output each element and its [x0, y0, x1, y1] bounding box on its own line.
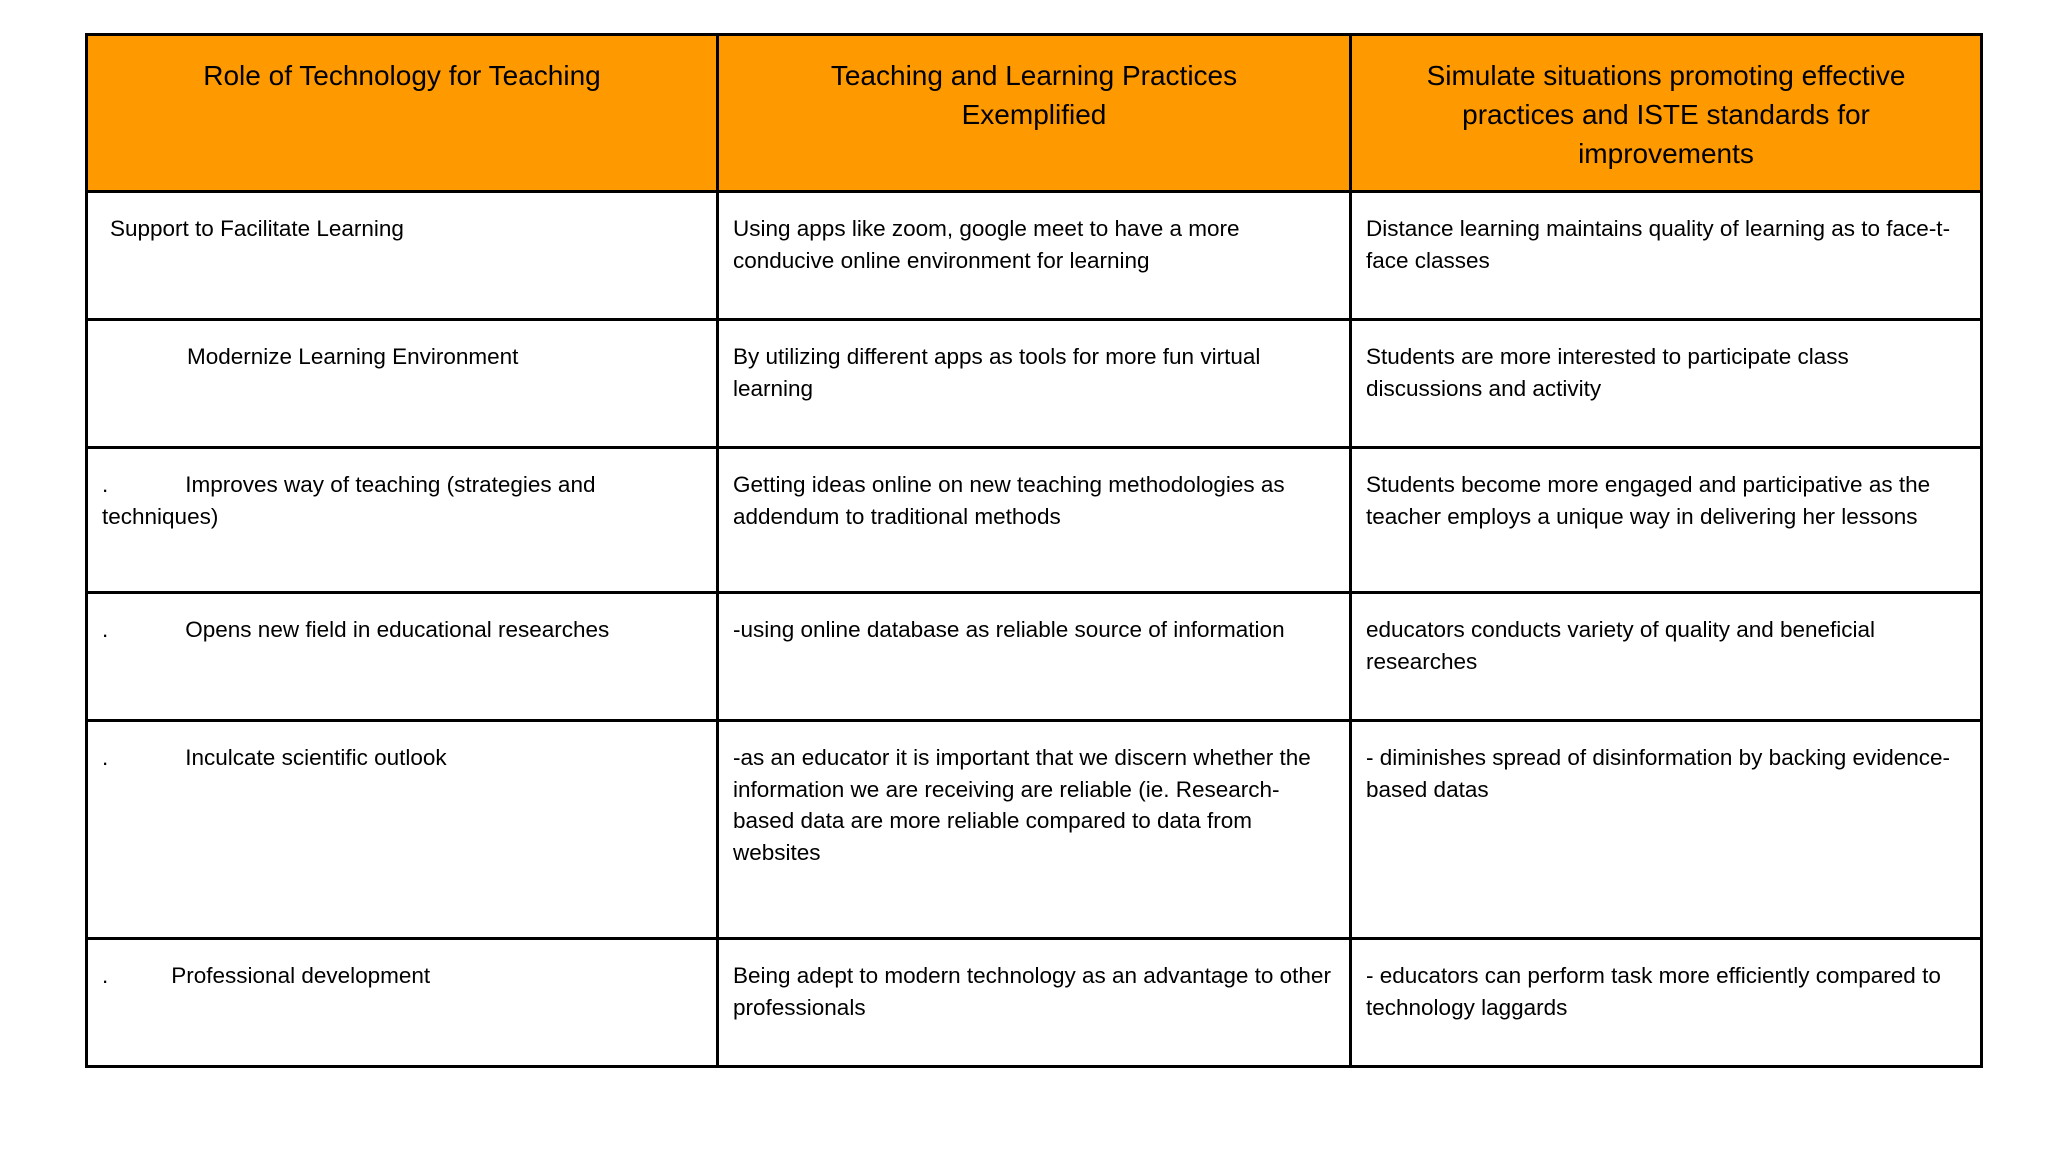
- simulate-cell: Students are more interested to participate class discussions and activity: [1351, 320, 1982, 448]
- table-header: [87, 35, 1982, 192]
- simulate-cell: educators conducts variety of quality and beneficial researches: [1351, 593, 1982, 721]
- technology-roles-table: [85, 33, 1983, 1068]
- role-text: Inculcate scientific outlook: [185, 745, 447, 770]
- simulate-cell: - educators can perform task more efficiently compared to technology laggards: [1351, 939, 1982, 1067]
- practice-cell: -as an educator it is important that we discern whether the information we are receiving are reliable (ie. Research-based data are more reliable compared to data from websites: [718, 721, 1351, 939]
- practice-cell: -using online database as reliable source of information: [718, 593, 1351, 721]
- table-body: [87, 192, 1982, 1067]
- role-text: Modernize Learning Environment: [187, 344, 519, 369]
- role-marker: .: [102, 963, 109, 988]
- role-text: Improves way of teaching (strategies and techniques): [102, 472, 596, 529]
- role-cell: [87, 939, 718, 1067]
- role-cell: [87, 192, 718, 320]
- practice-cell: Using apps like zoom, google meet to have a more conducive online environment for learning: [718, 192, 1351, 320]
- practice-cell: Being adept to modern technology as an advantage to other professionals: [718, 939, 1351, 1067]
- table-row: [87, 939, 1982, 1067]
- table-row: [87, 721, 1982, 939]
- role-text: Professional development: [171, 963, 431, 988]
- role-cell: [87, 448, 718, 593]
- role-text: Opens new field in educational researches: [185, 617, 610, 642]
- role-cell: [87, 593, 718, 721]
- role-marker: .: [102, 472, 109, 497]
- simulate-cell: Students become more engaged and participative as the teacher employs a unique way in delivering her lessons: [1351, 448, 1982, 593]
- header-role: Role of Technology for Teaching: [87, 35, 718, 192]
- table-row: [87, 593, 1982, 721]
- practice-cell: By utilizing different apps as tools for more fun virtual learning: [718, 320, 1351, 448]
- role-marker: .: [102, 745, 109, 770]
- table-row: [87, 448, 1982, 593]
- header-practice: Teaching and Learning Practices Exemplified: [718, 35, 1351, 192]
- simulate-cell: Distance learning maintains quality of learning as to face-t-face classes: [1351, 192, 1982, 320]
- header-simulate: Simulate situations promoting effective practices and ISTE standards for improvements: [1351, 35, 1982, 192]
- role-cell: [87, 721, 718, 939]
- practice-cell: Getting ideas online on new teaching methodologies as addendum to traditional methods: [718, 448, 1351, 593]
- role-text: Support to Facilitate Learning: [110, 216, 404, 241]
- role-cell: [87, 320, 718, 448]
- simulate-cell: - diminishes spread of disinformation by backing evidence-based datas: [1351, 721, 1982, 939]
- header-row: [87, 35, 1982, 192]
- table-row: [87, 320, 1982, 448]
- role-marker: .: [102, 617, 109, 642]
- table-row: [87, 192, 1982, 320]
